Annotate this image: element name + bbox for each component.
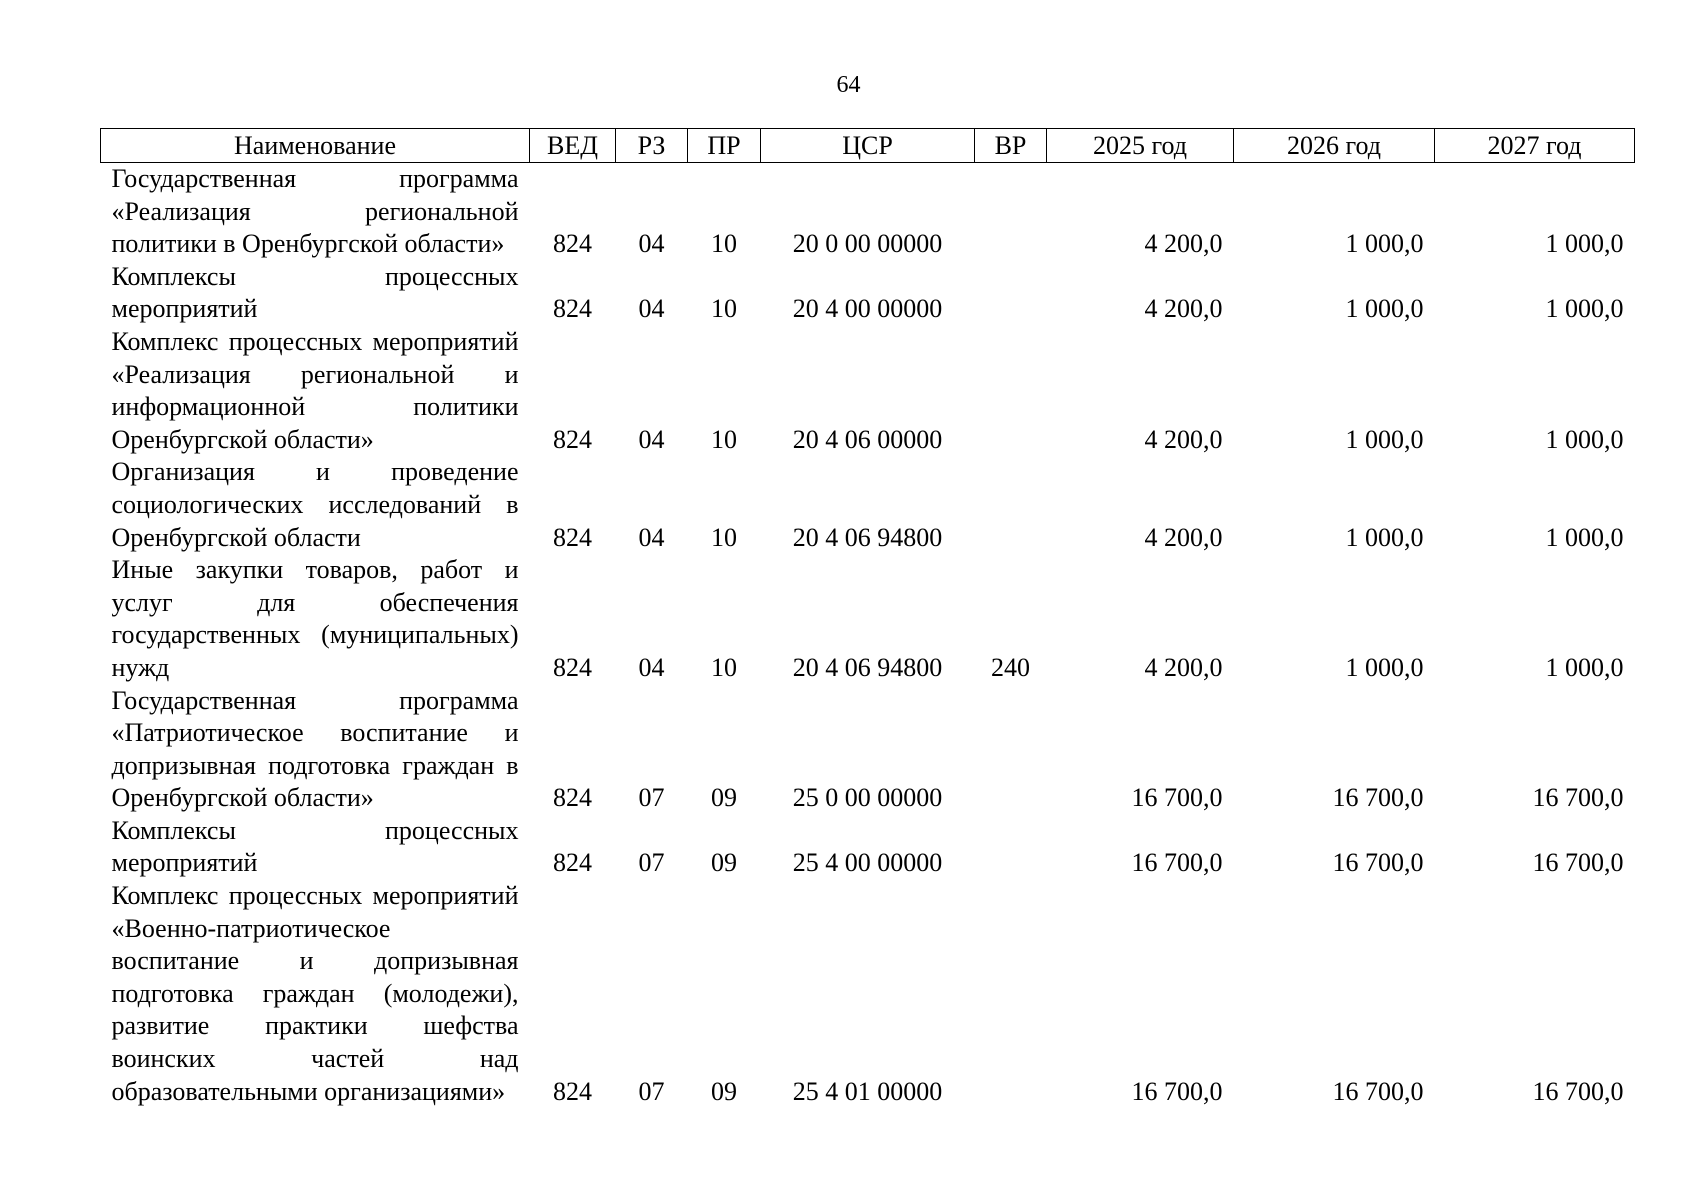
row-2025: 4 200,0 <box>1144 424 1223 454</box>
row-2026: 16 700,0 <box>1332 848 1424 878</box>
table-row <box>101 456 1635 554</box>
row-pr: 10 <box>711 294 737 324</box>
row-2026: 1 000,0 <box>1345 652 1424 682</box>
row-csr: 20 4 06 94800 <box>792 652 943 682</box>
row-rz: 07 <box>638 1076 665 1106</box>
row-name: Комплексы процессных мероприятий <box>111 815 519 878</box>
row-ved: 824 <box>553 294 592 324</box>
table-header <box>101 129 1635 163</box>
row-2026: 16 700,0 <box>1332 783 1424 813</box>
row-vr <box>975 456 1047 554</box>
row-2026: 1 000,0 <box>1345 229 1424 259</box>
row-name: Комплексы процессных мероприятий <box>111 261 519 324</box>
row-2027: 1 000,0 <box>1545 229 1624 259</box>
row-csr: 20 0 00 00000 <box>792 229 943 259</box>
row-rz: 04 <box>638 652 665 682</box>
table-row <box>101 880 1635 1108</box>
row-ved: 824 <box>553 848 592 878</box>
row-pr: 09 <box>711 1076 737 1106</box>
row-pr: 10 <box>711 229 737 259</box>
row-rz: 04 <box>638 424 665 454</box>
header-rz: РЗ <box>616 129 688 163</box>
row-ved: 824 <box>553 522 592 552</box>
row-rz: 07 <box>638 783 665 813</box>
row-vr <box>975 685 1047 815</box>
row-name: Комплекс процессных мероприятий «Военно-патриотическое воспитание и допризывная подготовка граждан (молодежи), развитие практики шефства воинских частей над образовательными организациями» <box>111 881 519 1106</box>
row-2025: 4 200,0 <box>1144 522 1223 552</box>
row-2027: 1 000,0 <box>1545 294 1624 324</box>
row-csr: 20 4 06 00000 <box>792 424 943 454</box>
row-name: Комплекс процессных мероприятий «Реализация региональной и информационной политики Оренбургской области» <box>111 326 519 454</box>
table-body <box>101 163 1635 1109</box>
header-vr: ВР <box>975 129 1047 163</box>
row-name: Государственная программа «Реализация региональной политики в Оренбургской области» <box>111 164 519 259</box>
row-pr: 10 <box>711 522 737 552</box>
row-ved: 824 <box>553 783 592 813</box>
row-rz: 07 <box>638 848 665 878</box>
row-pr: 10 <box>711 424 737 454</box>
row-vr <box>975 326 1047 456</box>
row-csr: 25 4 00 00000 <box>792 848 943 878</box>
row-csr: 25 0 00 00000 <box>792 783 943 813</box>
header-pr: ПР <box>688 129 761 163</box>
table-row <box>101 685 1635 815</box>
row-ved: 824 <box>553 424 592 454</box>
row-rz: 04 <box>638 522 665 552</box>
table-row <box>101 163 1635 261</box>
row-vr: 240 <box>991 652 1030 682</box>
row-rz: 04 <box>638 229 665 259</box>
row-2027: 16 700,0 <box>1532 1076 1624 1106</box>
table-row <box>101 815 1635 880</box>
row-2025: 16 700,0 <box>1131 1076 1223 1106</box>
row-rz: 04 <box>638 294 665 324</box>
header-csr: ЦСР <box>761 129 975 163</box>
row-2026: 1 000,0 <box>1345 294 1424 324</box>
row-pr: 10 <box>711 652 737 682</box>
row-csr: 20 4 06 94800 <box>792 522 943 552</box>
table-row <box>101 261 1635 326</box>
header-name: Наименование <box>101 129 530 163</box>
row-pr: 09 <box>711 848 737 878</box>
table-row <box>101 326 1635 456</box>
row-2026: 1 000,0 <box>1345 522 1424 552</box>
row-ved: 824 <box>553 1076 592 1106</box>
row-2025: 4 200,0 <box>1144 294 1223 324</box>
row-csr: 20 4 00 00000 <box>792 294 943 324</box>
row-2027: 1 000,0 <box>1545 424 1624 454</box>
budget-table <box>100 128 1635 1108</box>
row-vr <box>975 815 1047 880</box>
row-2025: 4 200,0 <box>1144 229 1223 259</box>
row-csr: 25 4 01 00000 <box>792 1076 943 1106</box>
row-2026: 16 700,0 <box>1332 1076 1424 1106</box>
page-number: 64 <box>836 72 861 98</box>
row-2027: 1 000,0 <box>1545 652 1624 682</box>
header-ved: ВЕД <box>530 129 616 163</box>
row-2027: 16 700,0 <box>1532 783 1624 813</box>
row-ved: 824 <box>553 229 592 259</box>
row-name: Организация и проведение социологических исследований в Оренбургской области <box>111 457 519 552</box>
row-2027: 1 000,0 <box>1545 522 1624 552</box>
row-vr <box>975 261 1047 326</box>
row-vr <box>975 880 1047 1108</box>
row-name: Иные закупки товаров, работ и услуг для обеспечения государственных (муниципальных) нужд <box>111 555 519 682</box>
row-ved: 824 <box>553 652 592 682</box>
header-2025: 2025 год <box>1047 129 1234 163</box>
row-2026: 1 000,0 <box>1345 424 1424 454</box>
row-vr <box>975 163 1047 261</box>
row-2027: 16 700,0 <box>1532 848 1624 878</box>
row-2025: 16 700,0 <box>1131 783 1223 813</box>
row-name: Государственная программа «Патриотическое воспитание и допризывная подготовка граждан в Оренбургской области» <box>111 685 519 813</box>
row-2025: 16 700,0 <box>1131 848 1223 878</box>
row-pr: 09 <box>711 783 737 813</box>
header-2026: 2026 год <box>1234 129 1435 163</box>
table-row <box>101 554 1635 684</box>
header-2027: 2027 год <box>1435 129 1635 163</box>
row-2025: 4 200,0 <box>1144 652 1223 682</box>
